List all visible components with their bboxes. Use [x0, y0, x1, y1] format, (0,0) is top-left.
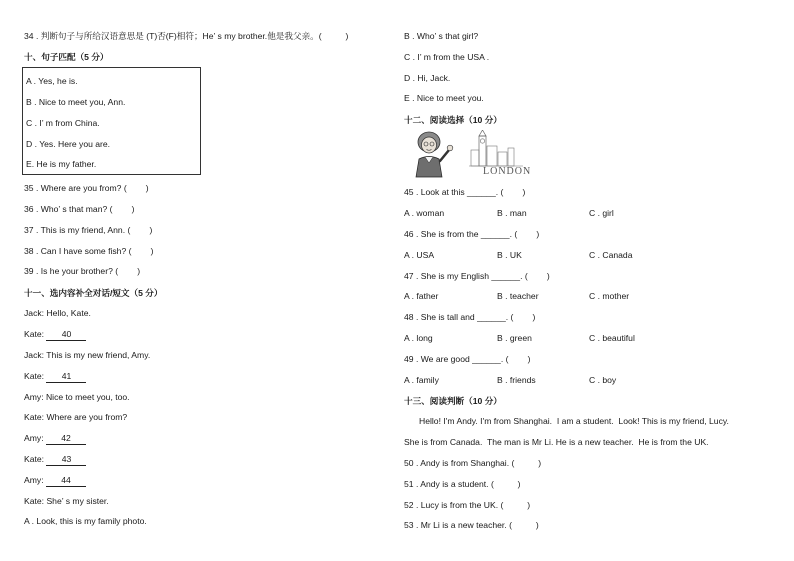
question-53: 53 . Mr Li is a new teacher. ( ) [404, 520, 539, 530]
question-46: 46 . She is from the ______. ( ) [404, 229, 540, 239]
speaker: Amy: [24, 475, 46, 485]
option-46-a: A . USA [404, 250, 435, 260]
dialog-line [24, 433, 86, 445]
question-37: 37 . This is my friend, Ann. ( ) [24, 225, 153, 235]
question-35: 35 . Where are you from? ( ) [24, 183, 149, 193]
answer-blank-44[interactable]: 44 [46, 475, 86, 487]
option-46-c: C . Canada [589, 250, 633, 260]
dialog-line: Jack: Hello, Kate. [24, 308, 91, 318]
speaker: Kate: [24, 371, 47, 381]
dialog-line [24, 454, 86, 466]
box-option-d: D . Yes. Here you are. [26, 139, 111, 149]
question-48: 48 . She is tall and ______. ( ) [404, 312, 536, 322]
question-45: 45 . Look at this ______. ( ) [404, 187, 526, 197]
answer-blank-42[interactable]: 42 [46, 433, 86, 445]
question-36: 36 . Who’ s that man? ( ) [24, 204, 135, 214]
speaker: Amy: [24, 433, 46, 443]
section-11-title: 十一、选内容补全对话/短文（5 分） [24, 288, 163, 298]
option-d-line: D . Hi, Jack. [404, 73, 451, 83]
option-48-a: A . long [404, 333, 433, 343]
answer-blank-43[interactable]: 43 [46, 454, 86, 466]
dialog-line: Kate: Where are you from? [24, 412, 128, 422]
box-option-c: C . I’ m from China. [26, 118, 100, 128]
option-48-c: C . beautiful [589, 333, 635, 343]
woman-teacher-illustration [407, 130, 457, 178]
option-47-a: A . father [404, 291, 439, 301]
london-label: LONDON [483, 166, 532, 177]
option-47-c: C . mother [589, 291, 630, 301]
option-46-b: B . UK [497, 250, 522, 260]
question-38: 38 . Can I have some fish? ( ) [24, 246, 154, 256]
speaker: Kate: [24, 454, 47, 464]
option-c-line: C . I’ m from the USA . [404, 52, 490, 62]
section-13-title: 十三、阅读判断（10 分） [404, 396, 502, 406]
question-51: 51 . Andy is a student. ( ) [404, 479, 521, 489]
answer-blank-40[interactable]: 40 [46, 329, 86, 341]
dialog-line: Kate: She’ s my sister. [24, 496, 109, 506]
option-b-line: B . Who’ s that girl? [404, 31, 479, 41]
option-45-b: B . man [497, 208, 527, 218]
box-option-b: B . Nice to meet you, Ann. [26, 97, 126, 107]
option-49-a: A . family [404, 375, 439, 385]
question-34: 34 . 判断句子与所给汉语意思是 (T)否(F)相符；He’ s my brother.他是我父亲。( ) [24, 31, 349, 41]
dialog-line [24, 475, 86, 487]
question-39: 39 . Is he your brother? ( ) [24, 266, 141, 276]
box-option-a: A . Yes, he is. [26, 76, 78, 86]
passage-line-1: Hello! I'm Andy. I'm from Shanghai. I am a student. Look! This is my friend, Lucy. [419, 416, 729, 426]
passage-line-2: She is from Canada. The man is Mr Li. He is a new teacher. He is from the UK. [404, 437, 709, 447]
section-12-title: 十二、阅读选择（10 分） [404, 115, 502, 125]
option-48-b: B . green [497, 333, 532, 343]
option-45-a: A . woman [404, 208, 445, 218]
option-49-b: B . friends [497, 375, 536, 385]
dialog-line [24, 371, 86, 383]
box-option-e: E. He is my father. [26, 159, 97, 169]
speaker: Kate: [24, 329, 47, 339]
dialog-line [24, 329, 86, 341]
option-49-c: C . boy [589, 375, 617, 385]
answer-blank-41[interactable]: 41 [46, 371, 86, 383]
dialog-line: Jack: This is my new friend, Amy. [24, 350, 151, 360]
option-47-b: B . teacher [497, 291, 539, 301]
question-52: 52 . Lucy is from the UK. ( ) [404, 500, 531, 510]
dialog-line: Amy: Nice to meet you, too. [24, 392, 130, 402]
option-45-c: C . girl [589, 208, 614, 218]
question-50: 50 . Andy is from Shanghai. ( ) [404, 458, 542, 468]
option-e-line: E . Nice to meet you. [404, 93, 484, 103]
question-49: 49 . We are good ______. ( ) [404, 354, 531, 364]
option-a-line: A . Look, this is my family photo. [24, 516, 147, 526]
question-47: 47 . She is my English ______. ( ) [404, 271, 550, 281]
section-10-title: 十、句子匹配（5 分） [24, 52, 109, 62]
